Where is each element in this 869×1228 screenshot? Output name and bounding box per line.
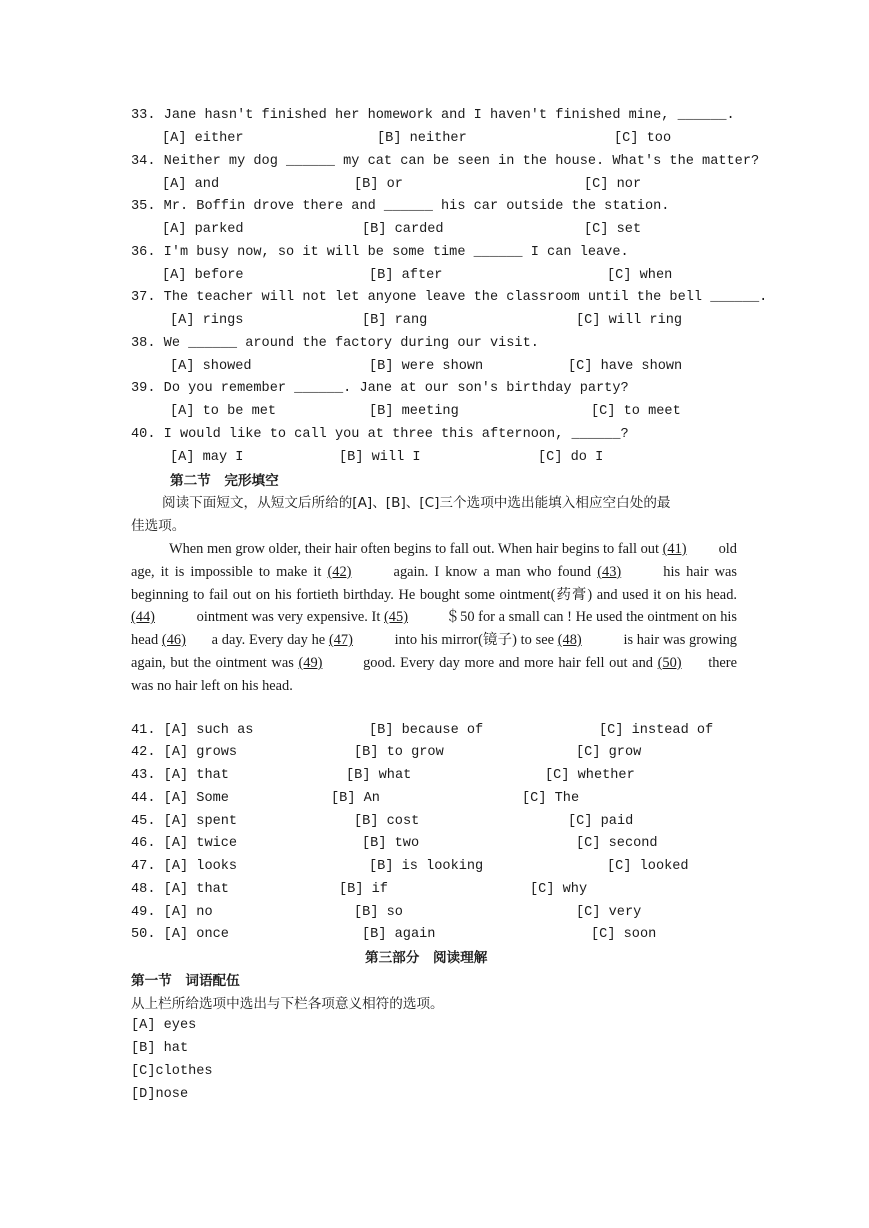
option-a: [A] that	[163, 768, 229, 783]
blank-41: (41)	[662, 541, 687, 557]
cloze-passage: When men grow older, their hair often begins to fall out. When hair begins to fall out (41) old age, it is impossible to make it (42) again. I know a man who found (43) his hair was beginning to fail out on his fortieth birthday. He bought some ointment(药膏) and used it on his head. (44) ointment was very expensive. It (45) ＄50 for a small can ! He used the ointment on his head (46) a day. Every day he (47) into his mirror(镜子) to see (48) is hair was growing again, but the ointment was (49) good. Every day more and more hair fell out and (50) there was no hair left on his head.	[131, 538, 737, 698]
option-b: [B] or	[354, 177, 403, 192]
option-b: [B] what	[346, 768, 412, 783]
option-c: [C] grow	[576, 745, 642, 760]
blank-48: (48)	[557, 632, 582, 649]
option-a: [A] before	[162, 268, 244, 283]
option-b: [B] will I	[339, 450, 421, 465]
blank-49: (49)	[298, 654, 323, 671]
match-item-c: [C]clothes	[131, 1064, 213, 1079]
question-stem: 35. Mr. Boffin drove there and ______ his car outside the station.	[131, 199, 670, 214]
match-item-b: [B] hat	[131, 1041, 189, 1056]
match-item-a: [A] eyes	[131, 1018, 197, 1033]
option-c: [C] The	[522, 791, 580, 806]
option-c: [C] have shown	[568, 359, 683, 374]
option-a: [A] to be met	[170, 404, 277, 419]
option-b: [B] again	[362, 927, 436, 942]
option-a: [A] once	[163, 927, 229, 942]
part3-title: 第三部分 阅读理解	[365, 950, 488, 966]
option-b: [B] because of	[369, 723, 484, 738]
option-a: [A] such as	[163, 723, 254, 738]
part3-instruction: 从上栏所给选项中选出与下栏各项意义相符的选项。	[131, 996, 444, 1012]
option-b: [B] two	[362, 836, 420, 851]
option-a: [A] that	[163, 882, 229, 897]
blank-43: (43)	[597, 563, 622, 580]
option-c: [C] to meet	[591, 404, 681, 419]
option-a: [A] either	[162, 131, 244, 146]
blank-47: (47)	[328, 632, 353, 649]
option-b: [B] after	[369, 268, 443, 283]
question-stem: 38. We ______ around the factory during our visit.	[131, 336, 539, 351]
match-item-d: [D]nose	[131, 1087, 189, 1102]
blank-42: (42)	[327, 563, 352, 580]
section2-instruction-line2: 佳选项。	[131, 518, 186, 534]
option-b: [B] if	[339, 882, 388, 897]
part3-subtitle: 第一节 词语配伍	[131, 973, 240, 989]
question-stem: 39. Do you remember ______. Jane at our son's birthday party?	[131, 381, 629, 396]
option-a: [A] and	[162, 177, 220, 192]
option-c: [C] nor	[584, 177, 642, 192]
blank-45: (45)	[384, 609, 408, 626]
question-stem: 36. I'm busy now, so it will be some time ______ I can leave.	[131, 245, 629, 260]
option-c: [C] set	[584, 222, 642, 237]
section2-instruction-line1: 阅读下面短文，从短文后所给的[A]、[B]、[C]三个选项中选出能填入相应空白处的最	[162, 495, 671, 511]
option-c: [C] will ring	[576, 313, 683, 328]
option-b: [B] so	[354, 905, 403, 920]
option-c: [C] looked	[607, 859, 689, 874]
question-stem: 37. The teacher will not let anyone leave the classroom until the bell ______.	[131, 290, 768, 305]
option-c: [C] paid	[568, 814, 634, 829]
question-stem: 34. Neither my dog ______ my cat can be seen in the house. What's the matter?	[131, 154, 760, 169]
blank-46: (46)	[161, 632, 186, 649]
option-c: [C] instead of	[599, 723, 714, 738]
section2-title: 第二节 完形填空	[170, 473, 279, 489]
option-a: [A] parked	[162, 222, 244, 237]
question-stem: 33. Jane hasn't finished her homework and I haven't finished mine, ______.	[131, 108, 735, 123]
option-b: [B] meeting	[369, 404, 459, 419]
option-c: [C] why	[530, 882, 588, 897]
option-a: [A] may I	[170, 450, 244, 465]
option-c: [C] very	[576, 905, 642, 920]
option-c: [C] do I	[538, 450, 604, 465]
option-a: [A] no	[163, 905, 213, 920]
option-b: [B] An	[331, 791, 380, 806]
option-c: [C] when	[607, 268, 673, 283]
option-b: [B] carded	[362, 222, 444, 237]
option-b: [B] neither	[377, 131, 467, 146]
blank-50: (50)	[657, 654, 682, 671]
option-a: [A] grows	[163, 745, 238, 760]
option-a: [A] rings	[170, 313, 244, 328]
option-c: [C] too	[614, 131, 672, 146]
option-c: [C] soon	[591, 927, 657, 942]
option-b: [B] is looking	[369, 859, 484, 874]
option-b: [B] cost	[354, 814, 420, 829]
exam-page: 33. Jane hasn't finished her homework and I haven't finished mine, ______. [A] either [B] neither [C] too 34. Neither my dog ______ my cat can be seen in the house. What's the matter? [A] and [B] or [C] nor 35. Mr. Boffin drove there and ______ his car outside the station. [A] parked [B] carded [C] set 36. I'm busy now, so it will be some time ______ I can leave. [A] before [B] after [C] when 37. The teacher will not let anyone leave the classroom until the bell ______. [A] rings [B] rang [C] will ring 38. We ______ around the factory during our visit. [A] showed [B] were shown [C] have shown 39. Do you remember ______. Jane at our son's birthday party? [A] to be met [B] meeting [C] to meet 40. I would like to call you at three this afternoon, ______? [A] may I [B] will I [C] do I 第二节 完形填空 阅读下面短文，从短文后所给的[A]、[B]、[C]三个选项中选出能填入相应空白处的最 佳选项。 When men grow older, their hair often begins to fall out. When hair begins to fall out (41) old age, it is impossible to make it (42) again. I know a man who found (43) his hair was beginning to fail out on his fortieth birthday. He bought some ointment(药膏) and used it on his head. (44) ointment was very expensive. It (45) ＄50 for a small can ! He used the ointment on his head (46) a day. Every day he (47) into his mirror(镜子) to see (48) is hair was growing again, but the ointment was (49) good. Every day more and more hair fell out and (50) there was no hair left on his head. 41. [A] such as [B] because of [C] instead of 42. [A] grows [B] to grow [C] grow 43. [A] that [B] what [C] whether 44. [A] Some [B] An [C] The 45. [A] spent [B] cost [C] paid 46. [A] twice [B] two [C] second 47. [A] looks [B] is looking [C] looked 48. [A] that [B] if [C] why 49. [A] no [B] so [C] very 50. [A] once [B] again [C] soon 第三部分 阅读理解 第一节 词语配伍 从上栏所给选项中选出与下栏各项意义相符的选项。 [A] eyes [B] hat [C]clothes [D]nose	[0, 0, 869, 1228]
option-c: [C] whether	[545, 768, 635, 783]
option-a: [A] showed	[170, 359, 252, 374]
option-c: [C] second	[576, 836, 658, 851]
option-a: [A] looks	[163, 859, 238, 874]
blank-44: (44)	[131, 609, 155, 626]
option-b: [B] to grow	[354, 745, 444, 760]
option-a: [A] twice	[163, 836, 238, 851]
option-b: [B] were shown	[369, 359, 484, 374]
question-stem: 40. I would like to call you at three this afternoon, ______?	[131, 427, 629, 442]
option-a: [A] Some	[163, 791, 229, 806]
option-a: [A] spent	[163, 814, 238, 829]
option-b: [B] rang	[362, 313, 428, 328]
